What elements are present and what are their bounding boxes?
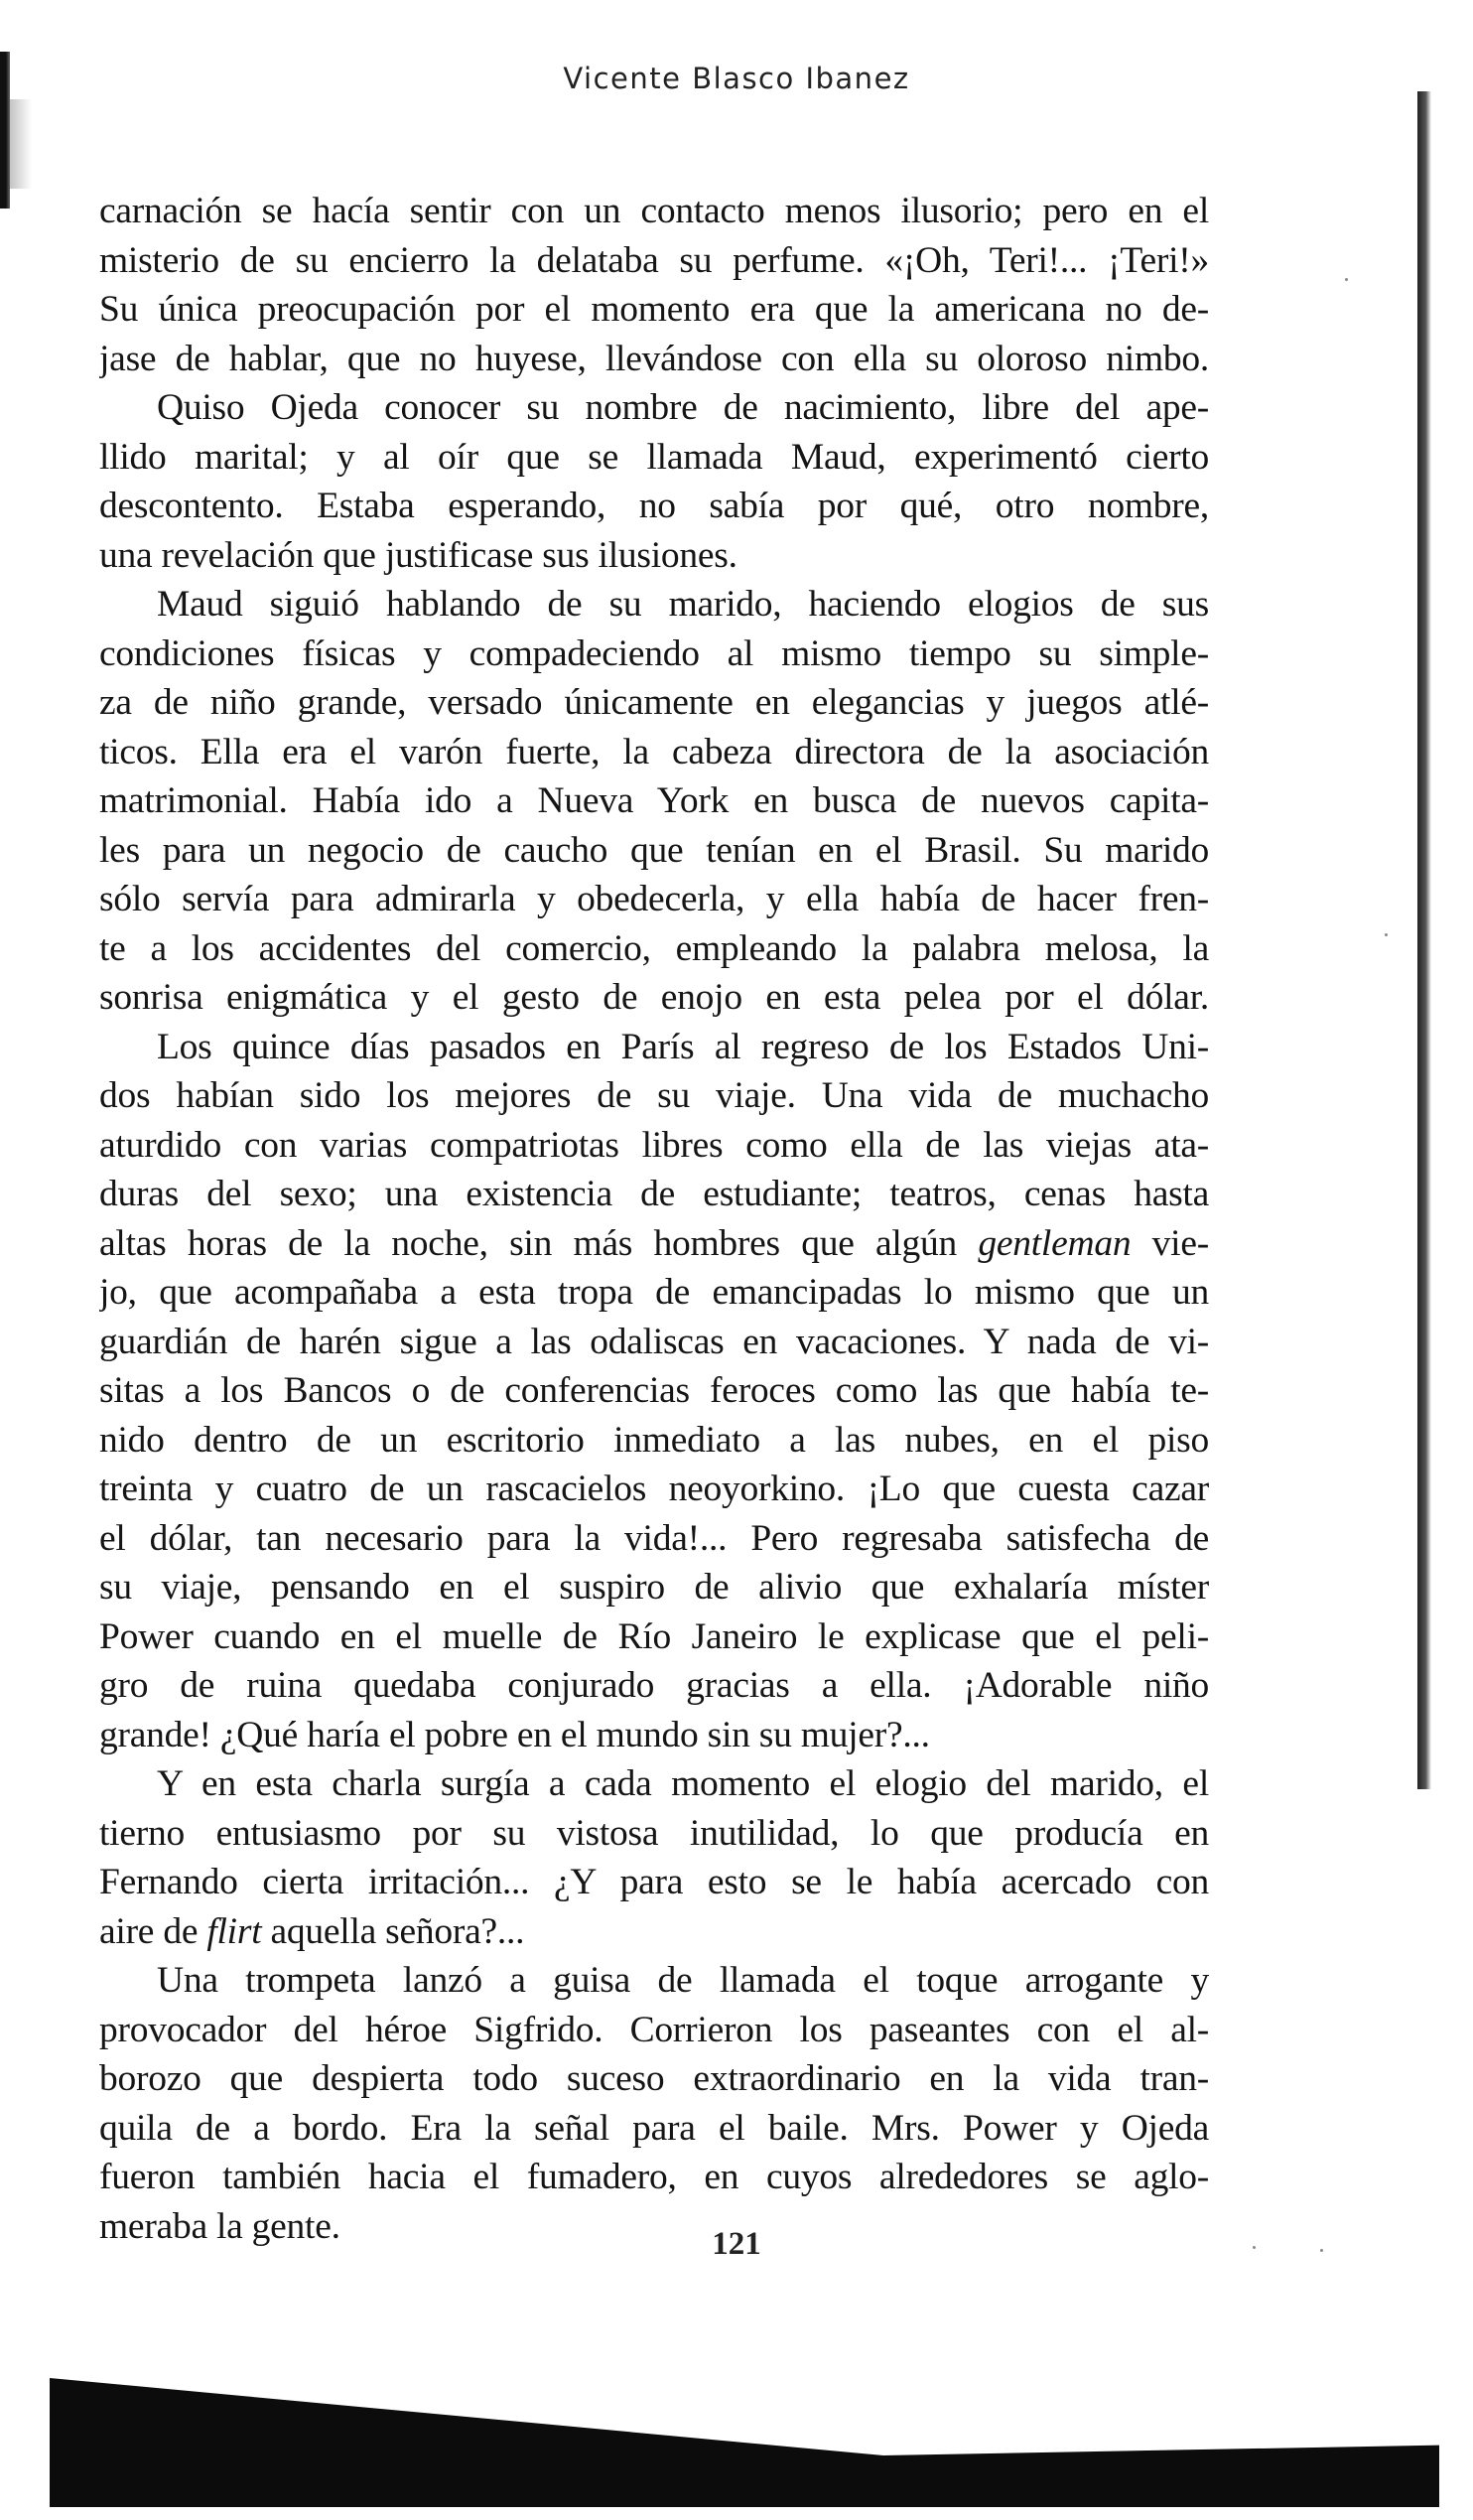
text-line: sólo servía para admirarla y obedecerla, y ella había de hacer fren- (99, 879, 1209, 919)
text-line: meraba la gente. (99, 2205, 340, 2247)
page-number: 121 (712, 2226, 761, 2262)
scan-edge-left-shadow (10, 99, 32, 189)
text-line: te a los accidentes del comercio, empleando la palabra melosa, la (99, 927, 1209, 969)
text-line: carnación se hacía sentir con un contacto menos ilusorio; pero en el (99, 191, 1209, 231)
text-line: tierno entusiasmo por su vistosa inutilidad, lo que producía en (99, 1812, 1209, 1854)
text-line: aire de flirt aquella señora?... (99, 1910, 525, 1952)
text-line: les para un negocio de caucho que tenían en el Brasil. Su marido (99, 829, 1209, 871)
text-line: aturdido con varias compatriotas libres como ella de las viejas ata- (99, 1124, 1209, 1166)
scan-bottom-shadow (50, 2378, 1439, 2507)
text-line: ticos. Ella era el varón fuerte, la cabeza directora de la asociación (99, 731, 1209, 772)
text-line: provocador del héroe Sigfrido. Corrieron los paseantes con el al- (99, 2009, 1209, 2050)
scan-speck (1253, 2246, 1256, 2249)
text-line: jase de hablar, que no huyese, llevándose con ella su oloroso nimbo. (99, 338, 1209, 379)
text-line: llido marital; y al oír que se llamada Maud, experimentó cierto (99, 436, 1209, 478)
page-body (99, 187, 1209, 2251)
running-head: Vicente Blasco Ibanez (563, 62, 910, 95)
text-line: matrimonial. Había ido a Nueva York en busca de nuevos capita- (99, 780, 1209, 821)
text-line: sonrisa enigmática y el gesto de enojo en esta pelea por el dólar. (99, 977, 1209, 1018)
text-line: borozo que despierta todo suceso extraordinario en la vida tran- (99, 2058, 1209, 2099)
text-line: sitas a los Bancos o de conferencias feroces como las que había te- (99, 1370, 1209, 1411)
text-line: jo, que acompañaba a esta tropa de emancipadas lo mismo que un (99, 1272, 1209, 1313)
text-line: Quiso Ojeda conocer su nombre de nacimiento, libre del ape- (157, 387, 1209, 428)
text-line: altas horas de la noche, sin más hombres que algún gentleman vie- (99, 1222, 1209, 1264)
text-line: duras del sexo; una existencia de estudiante; teatros, cenas hasta (99, 1174, 1209, 1214)
text-line: fueron también hacia el fumadero, en cuyos alrededores se aglo- (99, 2157, 1209, 2197)
text-line: Maud siguió hablando de su marido, haciendo elogios de sus (157, 584, 1209, 625)
text-line: su viaje, pensando en el suspiro de alivio que exhalaría míster (99, 1567, 1209, 1608)
text-line: Los quince días pasados en París al regreso de los Estados Uni- (157, 1026, 1209, 1067)
text-line: Su única preocupación por el momento era que la americana no de- (99, 289, 1209, 330)
text-line: quila de a bordo. Era la señal para el baile. Mrs. Power y Ojeda (99, 2107, 1209, 2149)
scan-speck (1320, 2249, 1323, 2252)
text-line: misterio de su encierro la delataba su perfume. «¡Oh, Teri!... ¡Teri!» (99, 239, 1209, 281)
text-line: treinta y cuatro de un rascacielos neoyorkino. ¡Lo que cuesta cazar (99, 1469, 1209, 1509)
scan-edge-right (1417, 91, 1431, 1789)
text-line: descontento. Estaba esperando, no sabía por qué, otro nombre, (99, 486, 1209, 526)
text-line: guardián de harén sigue a las odaliscas en vacaciones. Y nada de vi- (99, 1321, 1209, 1362)
text-line: nido dentro de un escritorio inmediato a las nubes, en el piso (99, 1419, 1209, 1461)
text-line: condiciones físicas y compadeciendo al mismo tiempo su simple- (99, 632, 1209, 674)
text-line: Fernando cierta irritación... ¿Y para esto se le había acercado con (99, 1862, 1209, 1902)
text-line: el dólar, tan necesario para la vida!... Pero regresaba satisfecha de (99, 1517, 1209, 1559)
text-line: za de niño grande, versado únicamente en elegancias y juegos atlé- (99, 682, 1209, 723)
scan-speck (1345, 278, 1348, 281)
scan-speck (1385, 933, 1388, 936)
text-line: Una trompeta lanzó a guisa de llamada el toque arrogante y (157, 1960, 1209, 2001)
text-line: una revelación que justificase sus ilusiones. (99, 534, 737, 576)
text-line: grande! ¿Qué haría el pobre en el mundo sin su mujer?... (99, 1714, 930, 1755)
text-line: Power cuando en el muelle de Río Janeiro le explicase que el peli- (99, 1615, 1209, 1657)
text-line: gro de ruina quedaba conjurado gracias a ella. ¡Adorable niño (99, 1665, 1209, 1706)
text-line: Y en esta charla surgía a cada momento el elogio del marido, el (157, 1763, 1209, 1804)
text-line: dos habían sido los mejores de su viaje. Una vida de muchacho (99, 1075, 1209, 1116)
